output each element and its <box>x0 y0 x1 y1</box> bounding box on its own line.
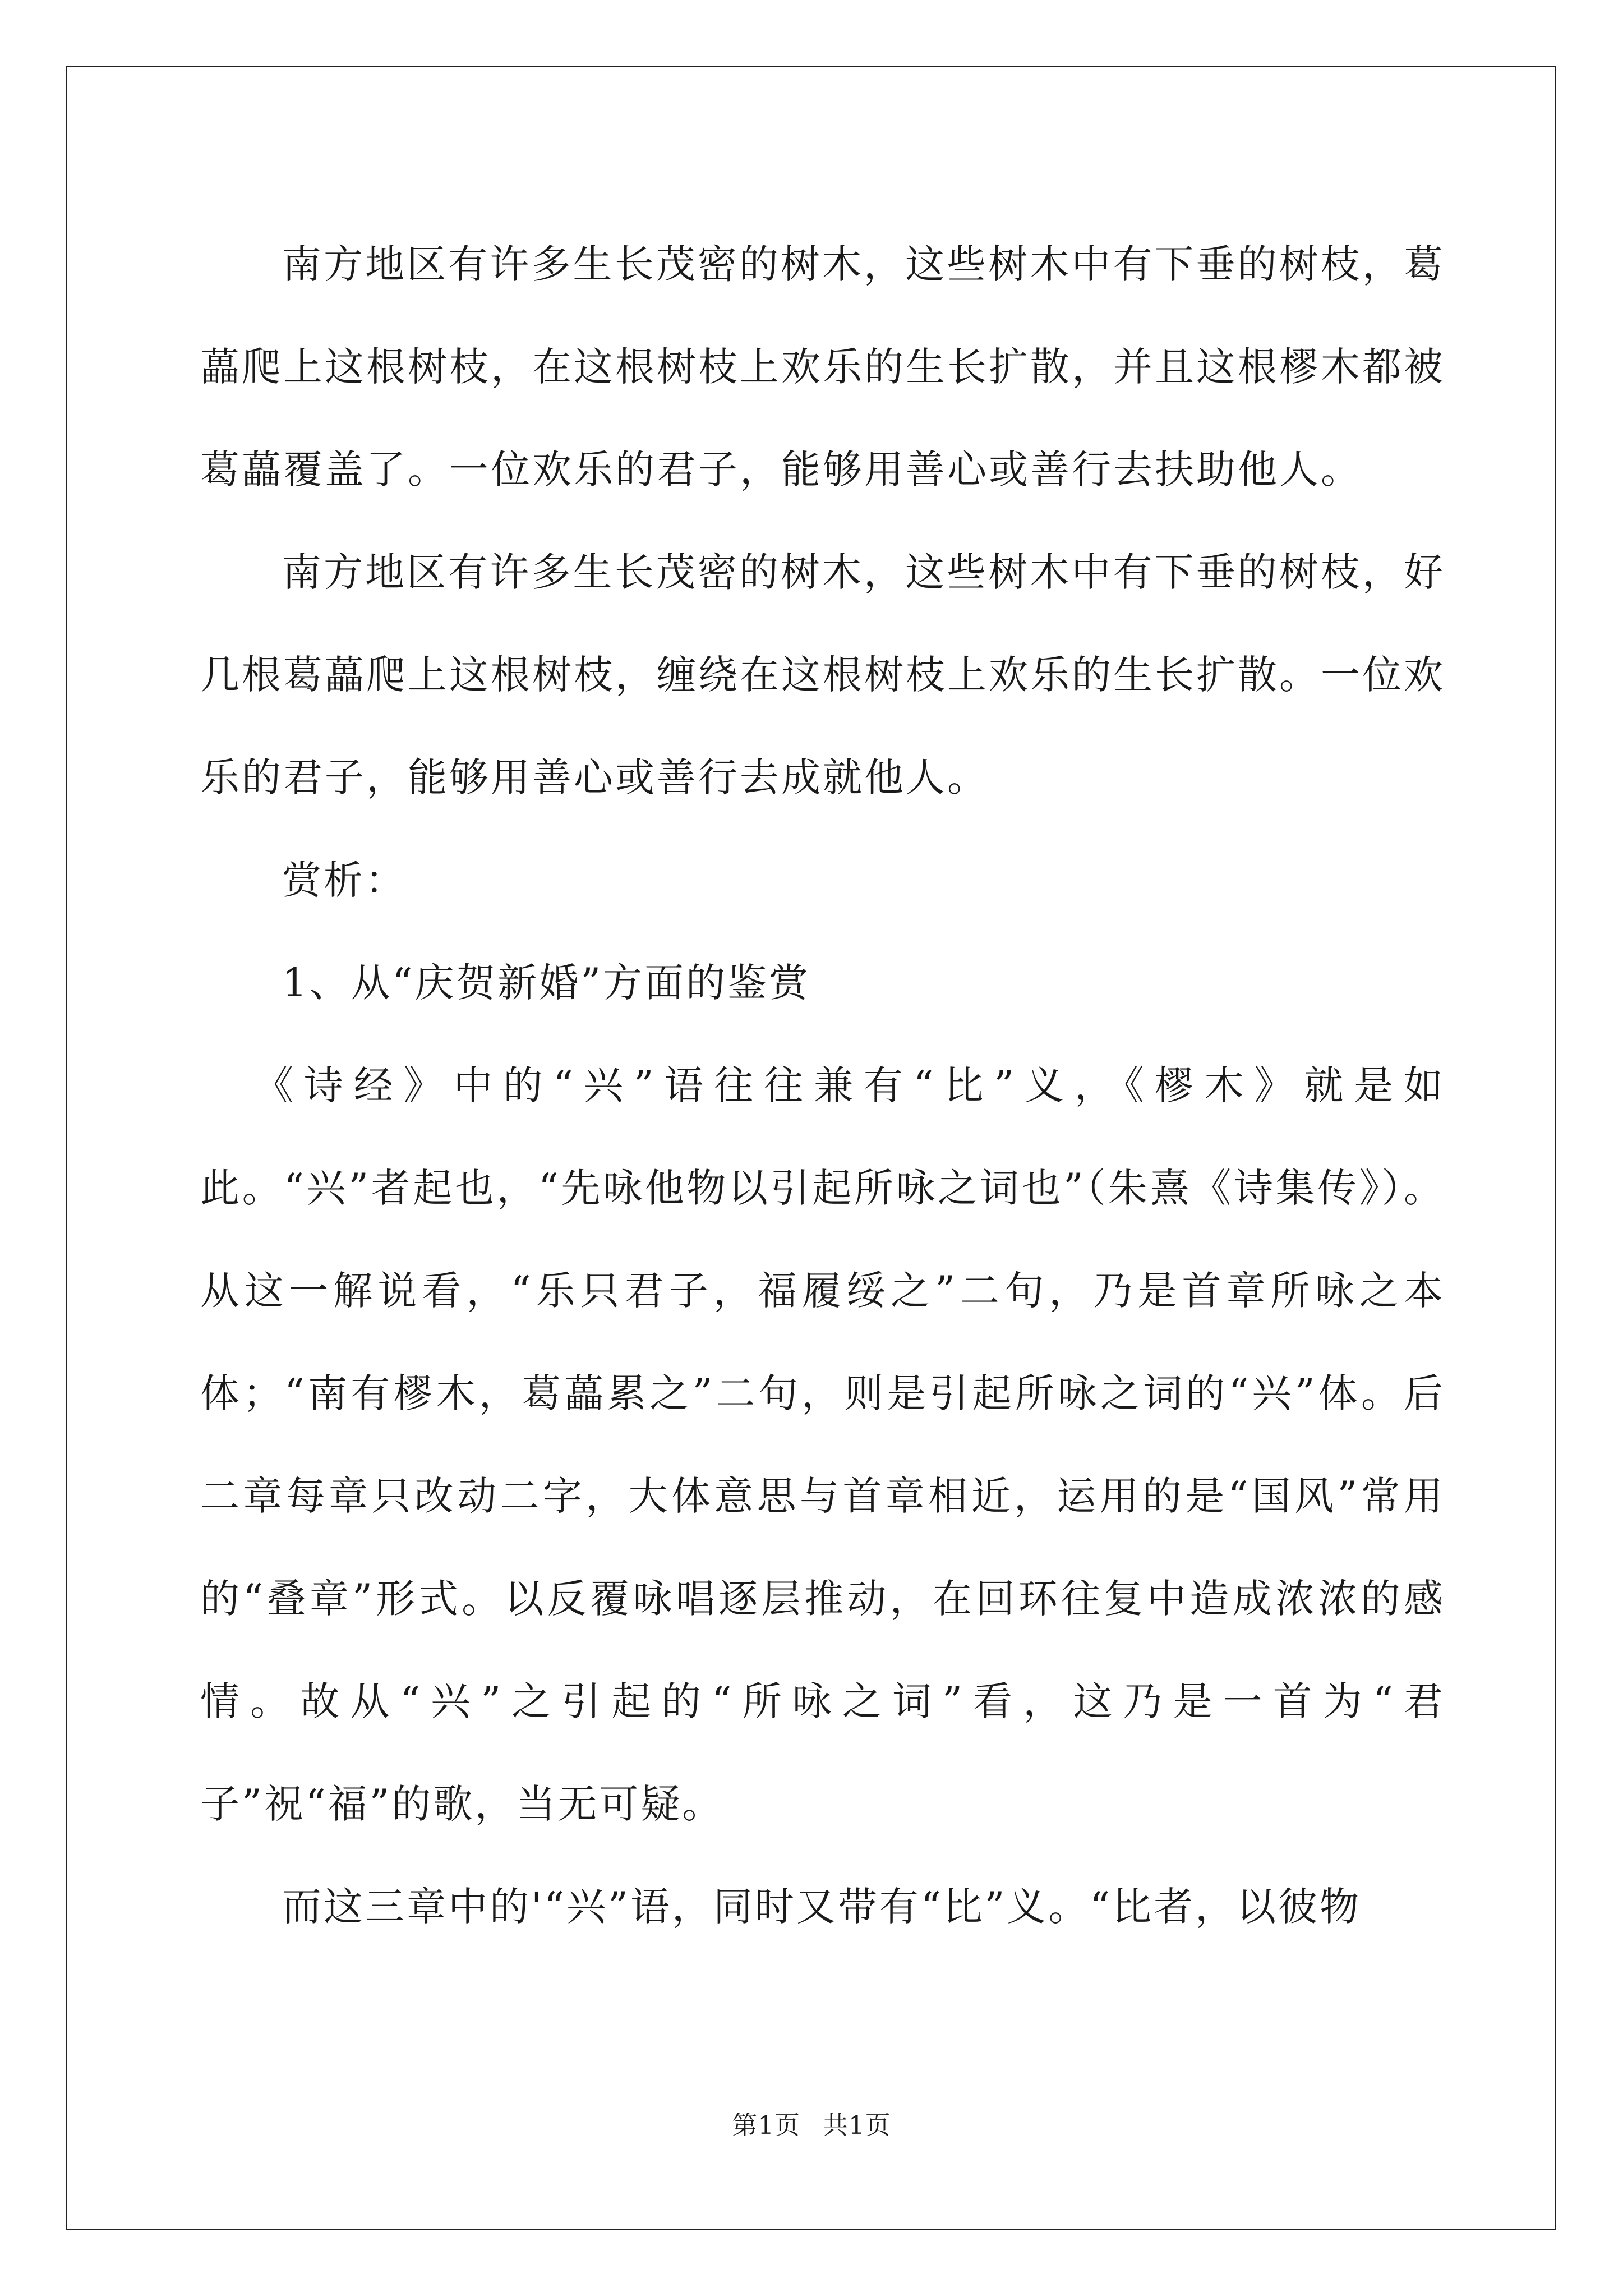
paragraph-translation-2: 南方地区有许多生长茂密的树木，这些树木中有下垂的树枝，好几根葛藟爬上这根树枝，缠绕在这根树枝上欢乐的生长扩散。一位欢乐的君子，能够用善心或善行去成就他人。 <box>200 549 1445 800</box>
paragraph-analysis-2: 而这三章中的'“兴”语，同时又带有“比”义。“比者，以彼物 <box>282 1884 1362 1930</box>
paragraph-analysis-1: 《诗经》中的“兴”语往往兼有“比”义，《樛木》就是如此。“兴”者起也，“先咏他物以引起所咏之词也”（朱熹《诗集传》）。从这一解说看，“乐只君子，福履绥之”二句，乃是首章所咏之本体；“南有樛木，葛藟累之”二句，则是引起所咏之词的“兴”体。后二章每章只改动二字，大体意思与首章相近，运用的是“国风”常用的“叠章”形式。以反覆咏唱逐层推动，在回环往复中造成浓浓的感情。故从“兴”之引起的“所咏之词”看，这乃是一首为“君子”祝“福”的歌，当无可疑。 <box>200 1062 1445 1827</box>
page-footer <box>0 2109 1623 2142</box>
page-number-total: 共1页 <box>823 2110 891 2140</box>
subsection-heading-1: 1、从“庆贺新婚”方面的鉴赏 <box>282 960 811 1006</box>
paragraph-translation-1: 南方地区有许多生长茂密的树木，这些树木中有下垂的树枝，葛藟爬上这根树枝，在这根树枝上欢乐的生长扩散，并且这根樛木都被葛藟覆盖了。一位欢乐的君子，能够用善心或善行去扶助他人。 <box>200 241 1445 493</box>
page-number-current: 第1页 <box>732 2110 800 2140</box>
document-body <box>200 213 1445 1958</box>
section-heading-appreciation: 赏析： <box>282 857 407 903</box>
